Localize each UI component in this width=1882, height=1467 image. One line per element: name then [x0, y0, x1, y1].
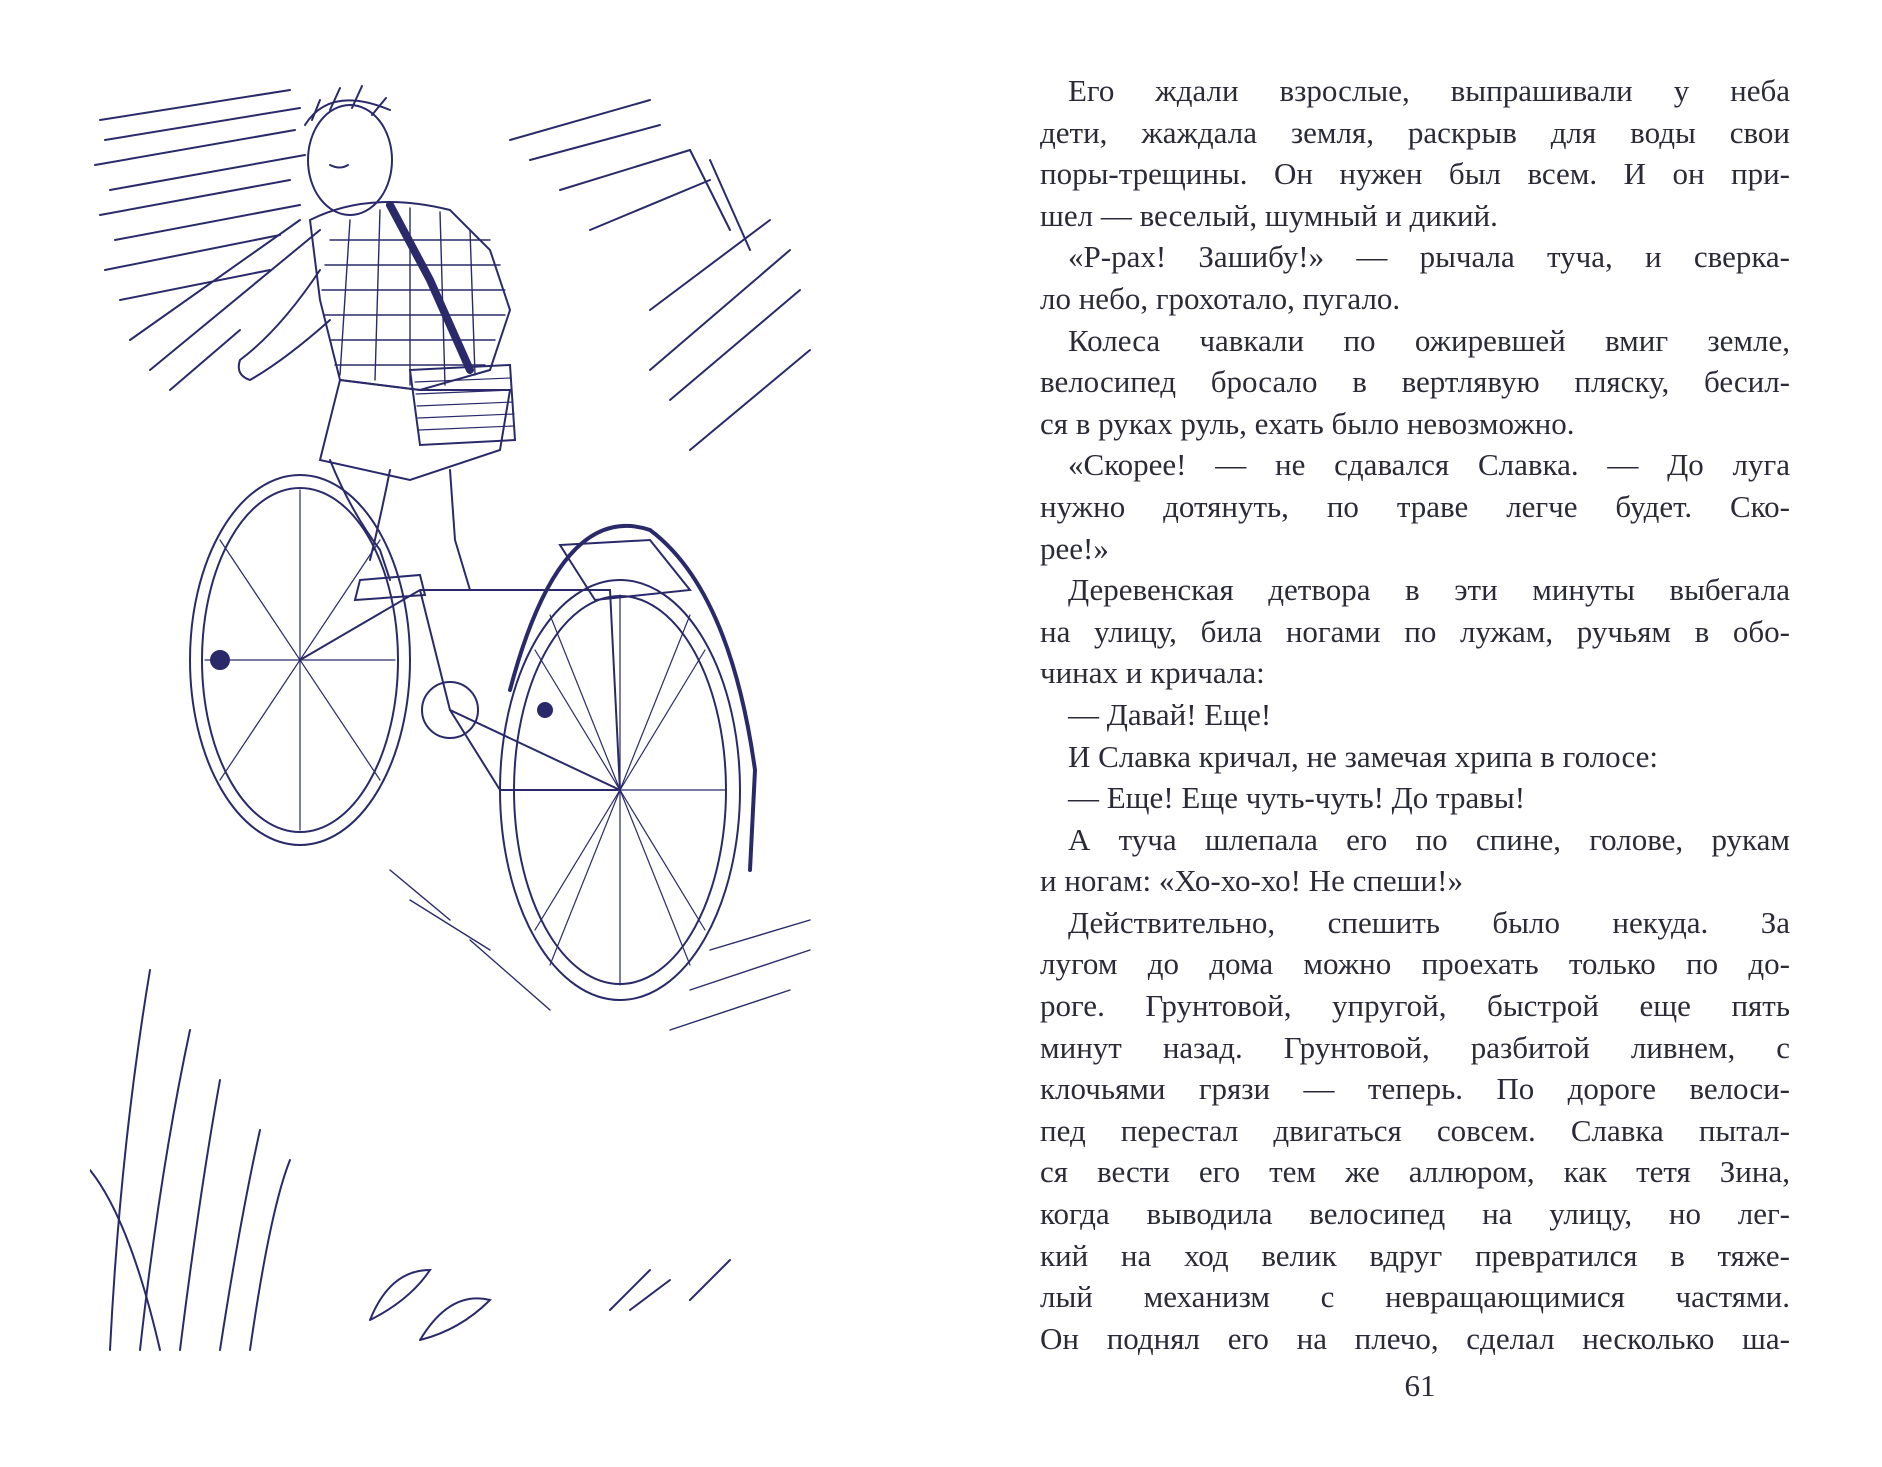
text-line: пед перестал двигаться совсем. Славка пытал- [1040, 1112, 1790, 1148]
text-line: дети, жаждала земля, раскрыв для воды свои [1040, 114, 1790, 150]
text-line: лугом до дома можно проехать только по до- [1040, 946, 1790, 982]
text-line: шел — веселый, шумный и дикий. [1040, 197, 1498, 233]
text-line: роге. Грунтовой, упругой, быстрой еще пять [1040, 988, 1790, 1024]
text-line: ся в руках руль, ехать было невозможно. [1040, 405, 1575, 441]
page-number: 61 [1404, 1368, 1436, 1403]
text-line: «Р-рах! Зашибу!» — рычала туча, и сверка- [1068, 239, 1790, 275]
text-line: Действительно, спешить было некуда. За [1068, 904, 1790, 940]
text-line: Его ждали взрослые, выпрашивали у неба [1068, 73, 1790, 108]
illustration-svg [90, 70, 890, 1370]
grass-tufts [90, 970, 730, 1350]
text-page [1040, 70, 1790, 1359]
text-line: Колеса чавкали по ожиревшей вмиг земле, [1068, 322, 1790, 358]
rain-hatching-right [510, 100, 810, 450]
text-line: нужно дотянуть, по траве легче будет. Ско- [1040, 488, 1790, 524]
text-line: И Славка кричал, не замечая хрипа в голосе: [1068, 738, 1658, 774]
text-line: велосипед бросало в вертлявую пляску, бесил- [1040, 364, 1790, 400]
ground-scratches [390, 870, 810, 1030]
text-line: поры-трещины. Он нужен был всем. И он при- [1040, 156, 1790, 192]
text-line: ся вести его тем же аллюром, как тетя Зина, [1040, 1154, 1790, 1190]
text-line: на улицу, била ногами по лужам, ручьям в обо- [1040, 613, 1790, 649]
text-line: чинах и кричала: [1040, 655, 1265, 691]
text-line: А туча шлепала его по спине, голове, рукам [1068, 821, 1790, 857]
text-line: Он поднял его на плечо, сделал несколько ша- [1040, 1320, 1790, 1356]
text-line: и ногам: «Хо-хо-хо! Не спеши!» [1040, 863, 1463, 899]
text-line: — Давай! Еще! [1068, 696, 1272, 732]
text-line: Деревенская детвора в эти минуты выбегала [1068, 572, 1790, 608]
text-line: кий на ход велик вдруг превратился в тяже- [1040, 1237, 1790, 1273]
rain-hatching-left [95, 90, 320, 390]
text-line: клочьями грязи — теперь. По дороге велоси- [1040, 1071, 1790, 1107]
text-line: лый механизм с невращающимися частями. [1040, 1279, 1790, 1315]
text-line: «Скорее! — не сдавался Славка. — До луга [1068, 447, 1790, 483]
text-line: минут назад. Грунтовой, разбитой ливнем, с [1040, 1029, 1790, 1065]
boy-on-bicycle-illustration [90, 70, 890, 1370]
text-line: когда выводила велосипед на улицу, но лег- [1040, 1196, 1790, 1232]
text-line: рее!» [1040, 530, 1109, 566]
text-line: — Еще! Еще чуть-чуть! До травы! [1068, 780, 1526, 816]
text-line: ло небо, грохотало, пугало. [1040, 280, 1401, 316]
